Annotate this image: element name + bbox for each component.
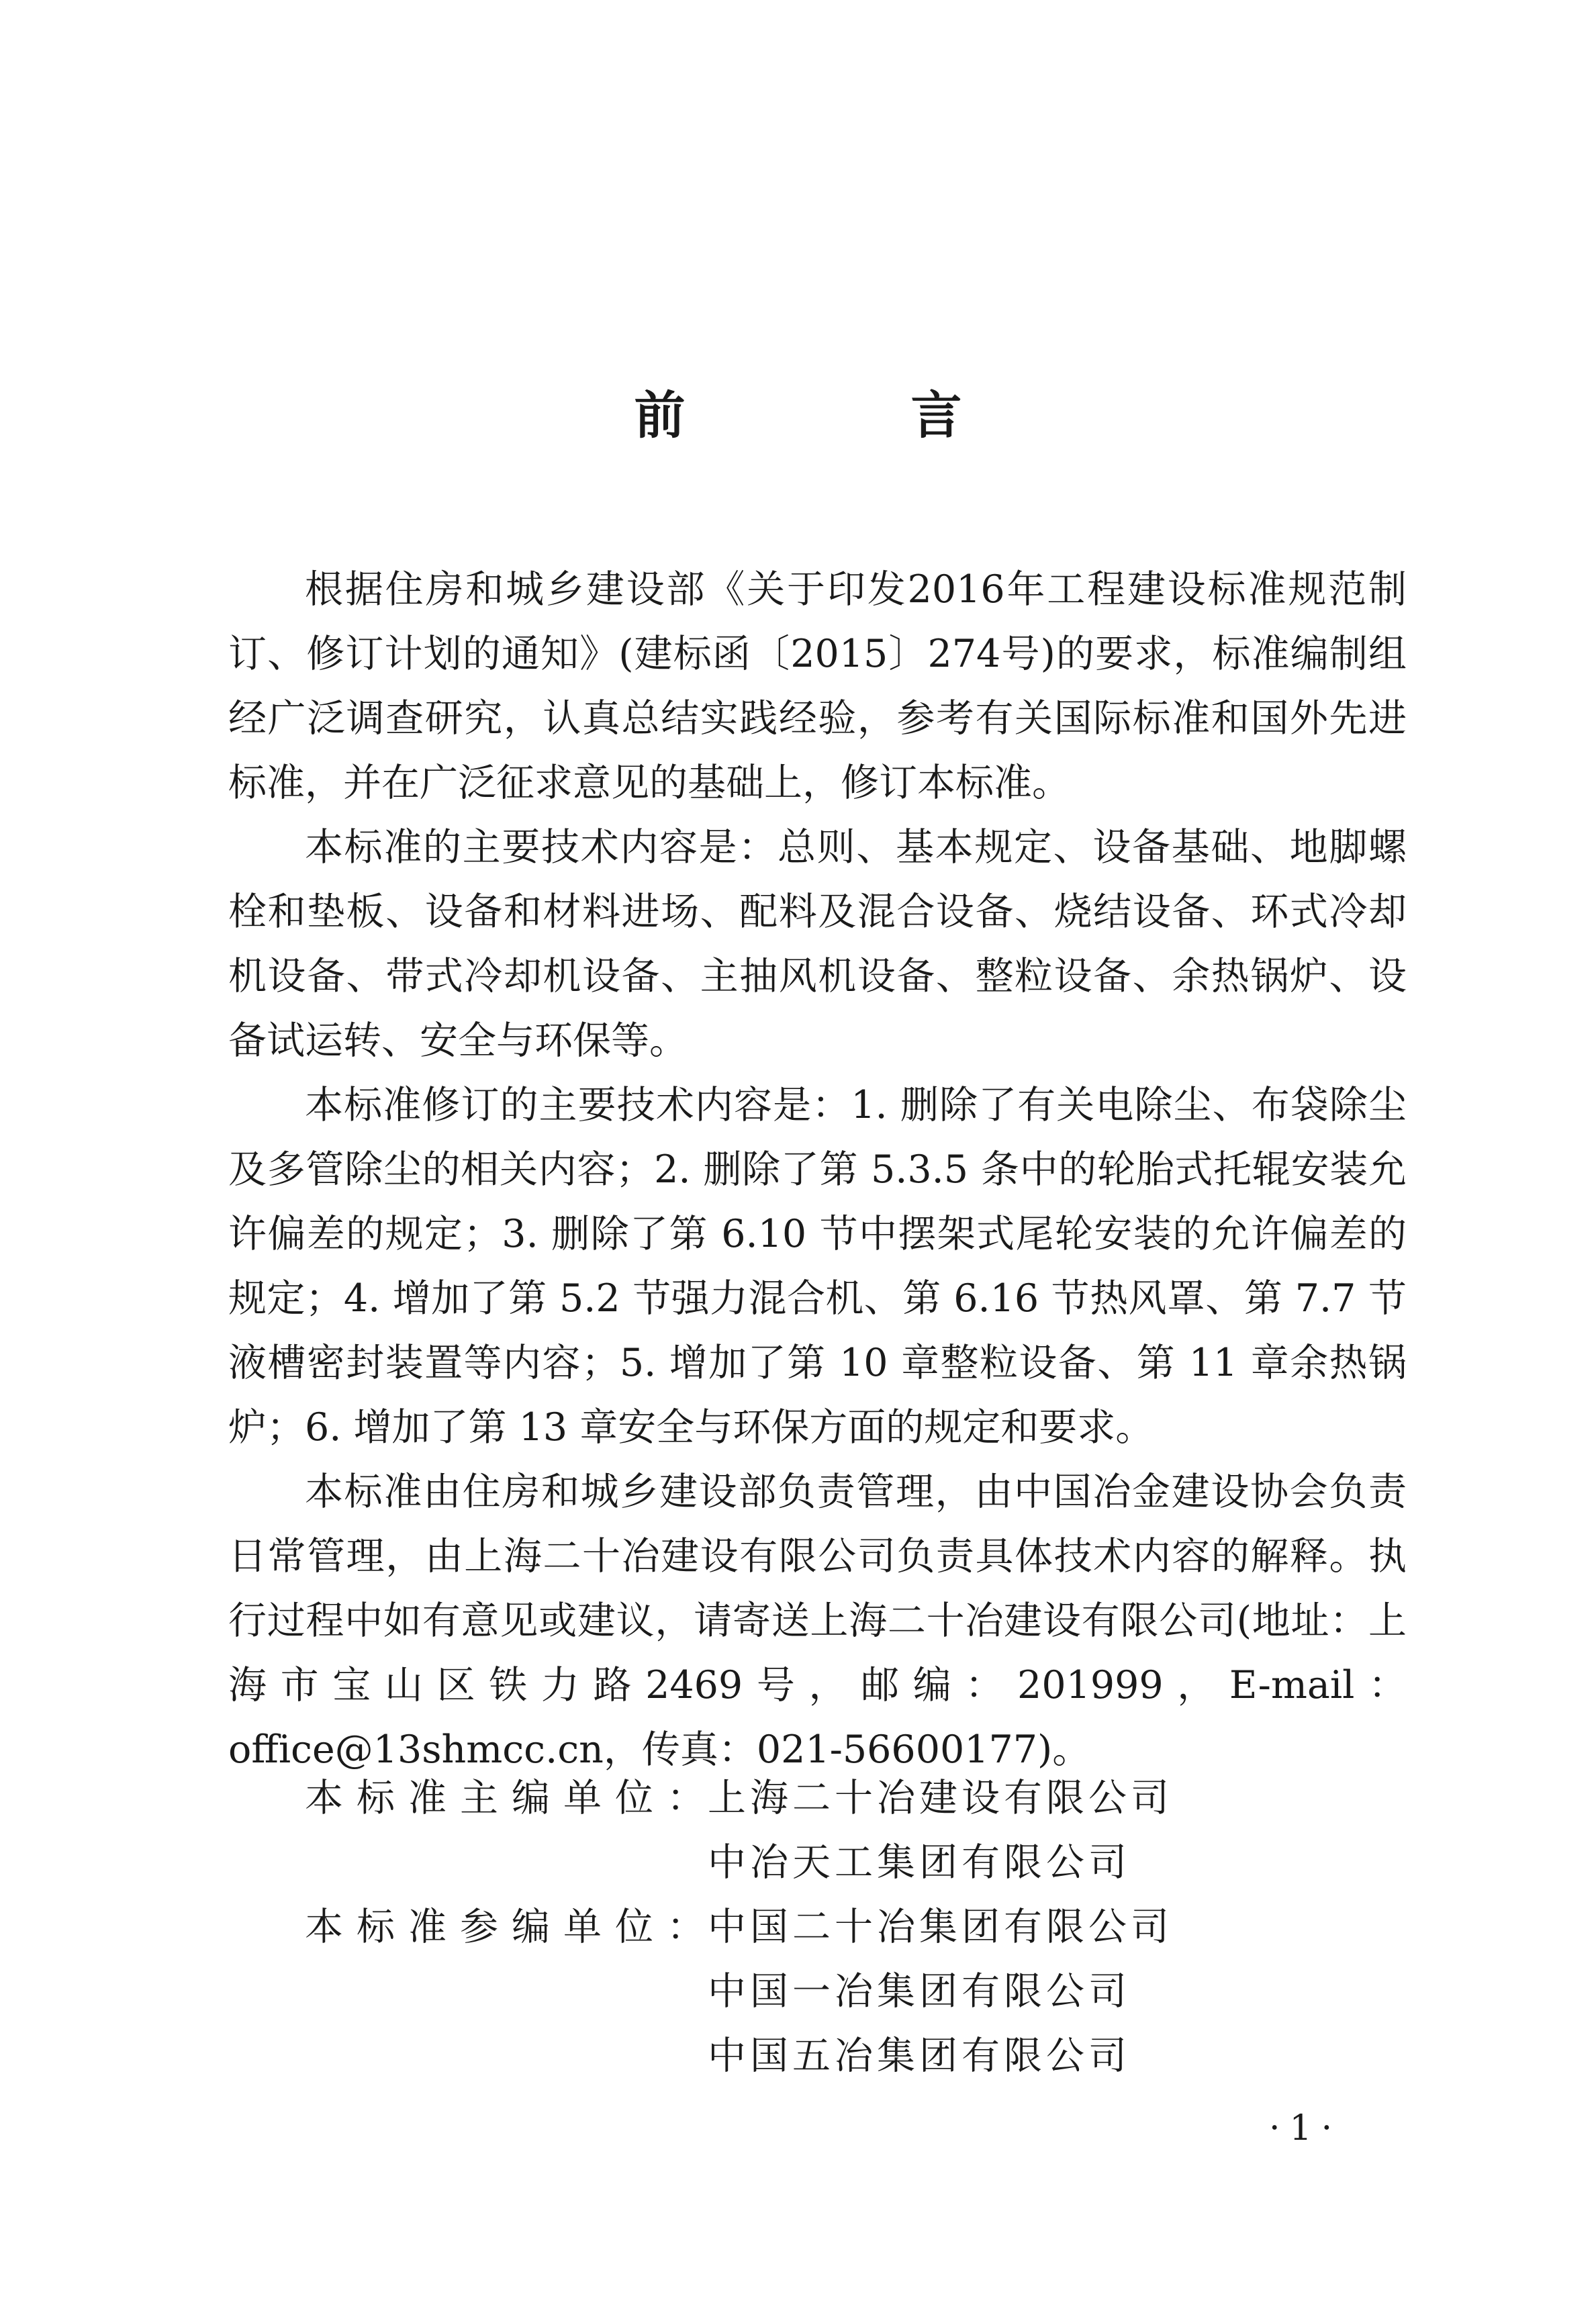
participating-unit-row <box>305 1895 1173 1959</box>
chief-unit-row <box>305 1830 1173 1895</box>
preface-body <box>228 557 1407 1782</box>
chief-units-label: 本标准主编单位： <box>305 1776 718 1820</box>
participating-unit-row <box>305 2024 1173 2088</box>
participating-unit-name: 中国一冶集团有限公司 <box>708 1969 1131 2014</box>
chief-unit-name: 中冶天工集团有限公司 <box>708 1840 1131 1885</box>
paragraph-main-content: 本标准的主要技术内容是：总则、基本规定、设备基础、地脚螺栓和垫板、设备和材料进场、配料及混合设备、烧结设备、环式冷却机设备、带式冷却机设备、主抽风机设备、整粒设备、余热锅炉、设备试运转、安全与环保等。 <box>228 825 1407 1063</box>
participating-unit-row <box>305 1959 1173 2024</box>
chief-unit-row <box>305 1766 1173 1830</box>
paragraph-revision-content: 本标准修订的主要技术内容是：1. 删除了有关电除尘、布袋除尘及多管除尘的相关内容；2. 删除了第 5.3.5 条中的轮胎式托辊安装允许偏差的规定；3. 删除了第 6.10 节中摆架式尾轮安装的允许偏差的规定；4. 增加了第 5.2 节强力混合机、第 6.16 节热风罩、第 7.7 节液槽密封装置等内容；5. 增加了第 10 章整粒设备、第 11 章余热锅炉；6. 增加了第 13 章安全与环保方面的规定和要求。 <box>228 1083 1407 1450</box>
units-list <box>305 1766 1173 2088</box>
chief-unit-name: 上海二十冶建设有限公司 <box>708 1776 1173 1820</box>
paragraph-background: 根据住房和城乡建设部《关于印发2016年工程建设标准规范制订、修订计划的通知》(建标函〔2015〕274号)的要求，标准编制组经广泛调查研究，认真总结实践经验，参考有关国际标准和国外先进标准，并在广泛征求意见的基础上，修订本标准。 <box>228 567 1407 805</box>
participating-unit-name: 中国五冶集团有限公司 <box>708 2034 1131 2078</box>
participating-units-label: 本标准参编单位： <box>305 1905 718 1949</box>
page-title: 前 言 <box>634 385 1049 445</box>
page-number: ·1· <box>1269 2108 1342 2148</box>
paragraph-management: 本标准由住房和城乡建设部负责管理，由中国冶金建设协会负责日常管理，由上海二十冶建设有限公司负责具体技术内容的解释。执行过程中如有意见或建议，请寄送上海二十冶建设有限公司(地址：上海市宝山区铁力路2469号，邮编：201999，E-mail：office@13shmcc.cn，传真：021-56600177)。 <box>228 1470 1407 1772</box>
participating-unit-name: 中国二十冶集团有限公司 <box>708 1905 1173 1949</box>
